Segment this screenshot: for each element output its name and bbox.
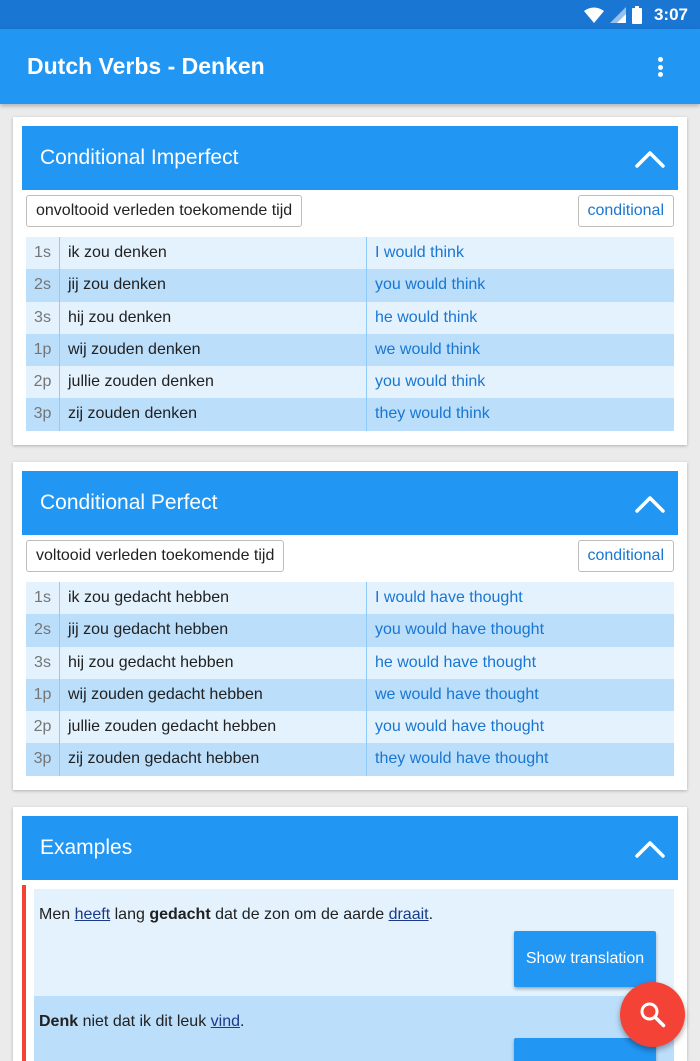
examples-list [22,885,678,1061]
section-header[interactable] [22,126,678,190]
search-icon [639,1001,666,1028]
show-translation-button[interactable]: Show translation [514,931,656,987]
person-cell: 3p [26,398,60,430]
english-cell: they would think [375,405,490,423]
example-sentence [39,1013,244,1031]
tense-dutch-tag: onvoltooid verleden toekomende tijd [26,195,302,227]
example-item [34,889,674,996]
chevron-up-icon[interactable] [634,144,666,172]
english-cell: you would have thought [375,718,545,736]
table-row [26,614,674,646]
sentence-part: . [240,1013,245,1030]
section-title: Conditional Perfect [40,491,218,514]
person-cell: 3p [26,743,60,775]
word-link[interactable]: draait [388,906,429,923]
person-cell: 2s [26,614,60,646]
sentence-part: . [428,906,434,923]
verb-highlight: gedacht [149,906,211,923]
dutch-cell: hij zou gedacht hebben [60,647,367,679]
status-icons [584,4,688,25]
person-cell: 1s [26,582,60,614]
cell-signal-icon [610,7,626,23]
table-row [26,302,674,334]
dutch-cell: jullie zouden gedacht hebben [60,711,367,743]
table-row [26,743,674,775]
english-cell: I would think [375,244,464,261]
dutch-cell: jij zou gedacht hebben [60,614,367,646]
dutch-cell: hij zou denken [60,302,367,334]
chevron-up-icon[interactable] [634,489,666,517]
dutch-cell: jullie zouden denken [60,366,367,398]
table-row [26,334,674,366]
person-cell: 1p [26,679,60,711]
section-title: Examples [40,836,133,859]
status-bar [0,0,700,29]
example-item [34,996,674,1061]
person-cell: 3s [26,302,60,334]
person-cell: 2p [26,711,60,743]
table-row [26,679,674,711]
section-header[interactable] [22,471,678,535]
search-fab[interactable] [620,982,685,1047]
english-cell: you would have thought [375,621,545,639]
table-row [26,237,674,269]
tense-english-tag: conditional [578,540,675,572]
english-cell: we would think [375,340,480,358]
english-cell: you would think [375,276,486,294]
word-link[interactable]: heeft [74,906,111,923]
person-cell: 3s [26,647,60,679]
conditional-perfect-card [13,462,687,790]
sentence-part: niet dat ik dit leuk [78,1013,211,1030]
english-cell: we would have thought [375,685,539,703]
english-cell: he would have thought [375,653,537,671]
person-cell: 1s [26,237,60,269]
wifi-icon [584,7,604,23]
table-row [26,711,674,743]
sentence-part: lang [110,906,150,923]
english-cell: he would think [375,308,478,326]
tense-english-tag: conditional [578,195,675,227]
conditional-imperfect-card [13,117,687,445]
conjugation-table [26,237,674,431]
example-sentence [39,906,433,924]
dutch-cell: zij zouden gedacht hebben [60,743,367,775]
table-row [26,647,674,679]
table-row [26,269,674,301]
battery-icon [632,6,642,24]
dutch-cell: zij zouden denken [60,398,367,430]
dutch-cell: wij zouden denken [60,334,367,366]
english-cell: you would think [375,373,486,391]
tense-dutch-tag: voltooid verleden toekomende tijd [26,540,284,572]
sentence-part: Men [39,906,75,923]
person-cell: 1p [26,334,60,366]
section-header[interactable] [22,816,678,880]
english-cell: I would have thought [375,589,523,606]
sentence-part: dat de zon om de aarde [210,906,389,923]
overflow-menu-icon[interactable] [650,55,670,79]
section-title: Conditional Imperfect [40,146,239,169]
english-cell: they would have thought [375,750,549,768]
person-cell: 2s [26,269,60,301]
conjugation-table [26,582,674,776]
person-cell: 2p [26,366,60,398]
dutch-cell: ik zou gedacht hebben [60,582,367,614]
verb-highlight: Denk [39,1013,79,1030]
chevron-up-icon[interactable] [634,834,666,862]
table-row [26,366,674,398]
table-row [26,398,674,430]
dutch-cell: ik zou denken [60,237,367,269]
dutch-cell: jij zou denken [60,269,367,301]
dutch-cell: wij zouden gedacht hebben [60,679,367,711]
word-link[interactable]: vind [210,1013,240,1030]
table-row [26,582,674,614]
app-title: Dutch Verbs - Denken [27,53,265,79]
app-bar [0,29,700,104]
status-time: 3:07 [653,4,688,24]
